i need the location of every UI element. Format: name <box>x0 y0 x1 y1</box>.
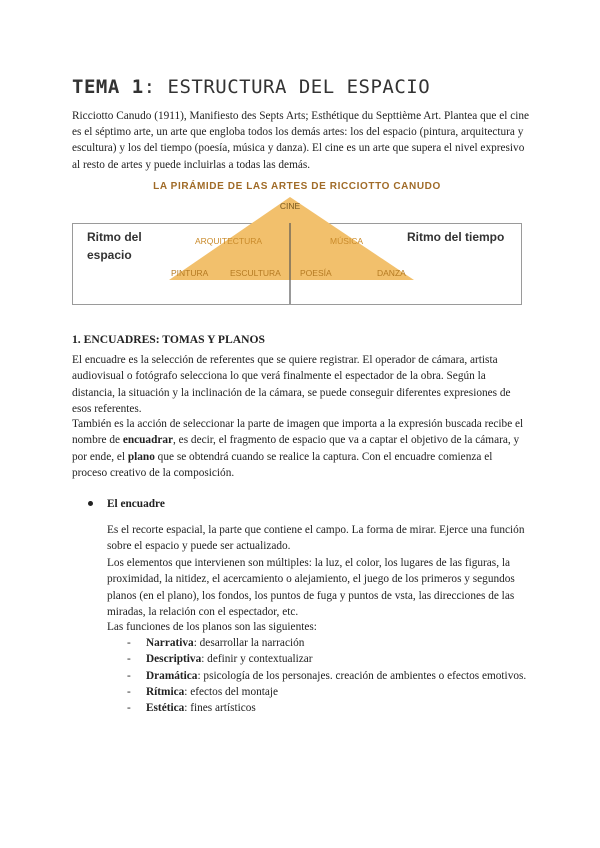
list-item <box>127 635 527 651</box>
encuadre-paragraph-1: El encuadre es la selección de referentes que se quiere registrar. El operador de cámara, artista audiovisual o fotógrafo selecciona lo que verá finalmente el espectador de la obra. Según la distancia, la situación y la inclinación de la cámara, se puede conseguir diferentes expresiones de esos referentes. <box>72 354 511 415</box>
encuadre-paragraph-2 <box>72 416 528 481</box>
label-ritmo-espacio-1: Ritmo del <box>87 230 142 244</box>
function-desc: : fines artísticos <box>184 702 256 715</box>
function-desc: : desarrollar la narración <box>193 637 305 649</box>
title-text: : ESTRUCTURA DEL ESPACIO <box>143 76 431 98</box>
bullet-paragraph-1: Es el recorte espacial, la parte que contiene el campo. La forma de mirar. Ejerce una función sobre el espacio y puede ser actualizado. <box>107 524 525 553</box>
pyramid-danza: DANZA <box>377 268 406 278</box>
pyramid-arquitectura: ARQUITECTURA <box>195 236 263 246</box>
list-item <box>127 684 527 700</box>
dash-marker: - <box>127 685 131 698</box>
function-term: Dramática <box>146 669 198 682</box>
pyramid-poesia: POESÍA <box>300 268 332 278</box>
function-term: Estética <box>146 702 185 715</box>
function-desc: : definir y contextualizar <box>201 653 313 666</box>
p2-text-c: , es decir, el fragmento de espacio que va a captar el objetivo de la cámara, y por ende, el <box>72 434 520 463</box>
list-item <box>127 700 527 716</box>
dash-marker: - <box>127 669 131 682</box>
list-item <box>127 651 527 667</box>
pyramid-apex: CINE <box>279 201 301 211</box>
bullet-paragraph-2: Los elementos que intervienen son múltiples: la luz, el color, los lugares de las figuras, la proximidad, la nitidez, el acercamiento o alejamiento, el juego de los primeros y segundos planos (en el plano), los fondos, los puntos de fuga y puntos de vsta, las direcciones de las miradas, la relación con el espectador, etc. <box>107 557 515 618</box>
pyramid-escultura: ESCULTURA <box>230 268 281 278</box>
title-number: TEMA 1 <box>72 76 144 98</box>
pyramid-pintura: PINTURA <box>171 268 209 278</box>
label-ritmo-espacio-2: espacio <box>87 248 132 262</box>
bullet-paragraph-3: Las funciones de los planos son las siguientes: <box>107 621 317 633</box>
intro-paragraph: Ricciotto Canudo (1911), Manifiesto des Septs Arts; Esthétique du Septtième Art. Plantea que el cine es el séptimo arte, un arte que engloba todos los demás artes: los del espacio (pintura, arquitectura y escultura) y los del tiempo (poesía, música y danza). El cine es un arte que supera el nivel expresivo al resto de artes y puede incluirlas a todas las demás. <box>72 110 530 171</box>
term-plano: plano <box>127 450 155 463</box>
dash-marker: - <box>127 653 131 666</box>
dash-marker: - <box>127 637 131 649</box>
bullet-title: El encuadre <box>107 498 165 510</box>
label-ritmo-tiempo: Ritmo del tiempo <box>407 230 505 244</box>
pyramid-figure <box>72 179 522 307</box>
term-encuadrar: encuadrar <box>122 434 174 447</box>
function-term: Rítmica <box>146 685 185 698</box>
p2-text-e: que se obtendrá cuando se realice la captura. Con el encuadre comienza el proceso creativo de la composición. <box>72 450 493 479</box>
dash-marker: - <box>127 702 131 715</box>
pyramid-heading: LA PIRÁMIDE DE LAS ARTES DE RICCIOTTO CANUDO <box>153 181 441 192</box>
function-desc: : efectos del montaje <box>184 685 279 698</box>
bullet-dot-icon <box>88 501 93 506</box>
page-title <box>72 76 430 98</box>
function-desc: : psicología de los personajes. creación de ambientes o efectos emotivos. <box>197 669 527 682</box>
function-term: Descriptiva <box>146 653 202 666</box>
pyramid-musica: MÚSICA <box>330 236 364 246</box>
p2-text-a: También es la acción de seleccionar la parte de imagen que importa a la expresión buscada recibe el nombre de <box>72 418 524 447</box>
bullet-el-encuadre <box>88 498 165 510</box>
function-term: Narrativa <box>146 637 194 649</box>
list-item <box>127 668 527 684</box>
section-heading: 1. ENCUADRES: TOMAS Y PLANOS <box>72 333 265 346</box>
functions-list <box>127 635 527 716</box>
